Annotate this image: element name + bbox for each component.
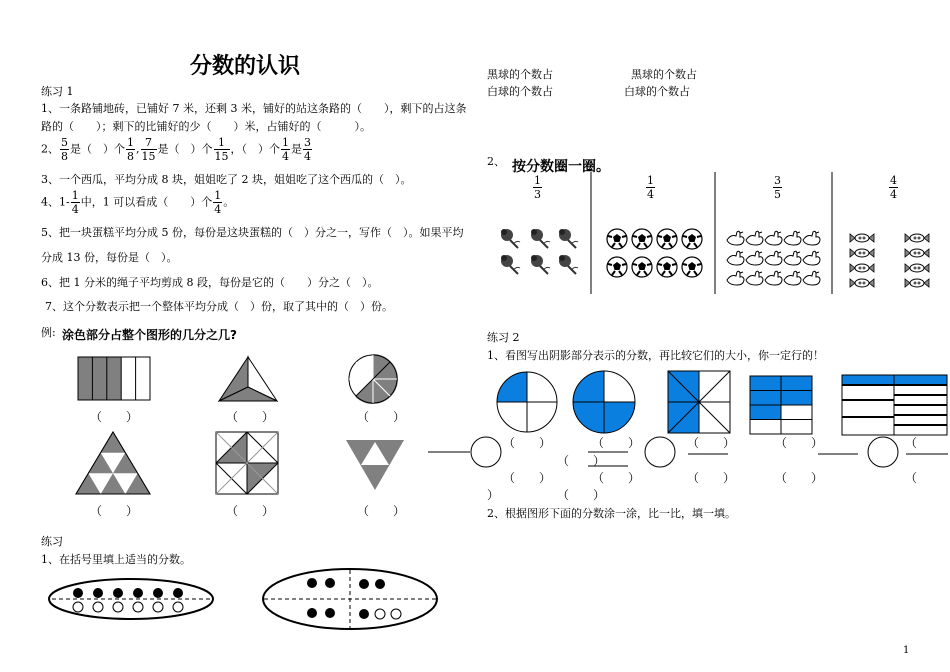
section-label-2: 练习 2	[487, 331, 520, 344]
question-5-line-1: 5、把一块蛋糕平均分成 5 份，每份是这块蛋糕的（ ）分之一，写作（ ）。如果平均	[41, 226, 464, 239]
question-3: 3、一个西瓜，平均分成 8 块，姐姐吃了 2 块，姐姐吃了这个西瓜的（ ）。	[41, 173, 412, 186]
answer-blank-close[interactable]: ）	[487, 488, 500, 502]
square-eighths-shaded	[668, 371, 730, 433]
fraction-3-5: $\frac{3}{5}$	[774, 174, 781, 201]
fraction-4-4: $\frac{4}{4}$	[890, 174, 897, 201]
square-triangles-figure	[216, 432, 278, 494]
black-balls-label-1: 黑球的个数占	[487, 68, 553, 81]
q2-text: 是（ ）个	[157, 142, 213, 156]
triangle-ninths-figure	[76, 432, 150, 494]
answer-blank[interactable]: （ ）	[90, 504, 139, 518]
circle-by-fraction-title: 按分数圈一圈。	[512, 159, 610, 175]
rectangle-fifths-figure	[78, 357, 150, 401]
table-rectangle-shaded	[842, 375, 947, 435]
flower-icon-group	[498, 226, 584, 276]
answer-blank[interactable]: （ ）	[557, 488, 606, 502]
circle-three-quarters-shaded	[572, 370, 636, 434]
answer-blank-open[interactable]: （	[905, 436, 918, 450]
circle-quarters-shaded	[496, 371, 558, 433]
answer-blank[interactable]: （ ）	[357, 504, 406, 518]
fraction: $\frac{1}{15}$	[214, 136, 229, 163]
section-2-question-1: 1、看图写出阴影部分表示的分数，再比较它们的大小，你一定行的！	[487, 349, 824, 362]
fraction: $\frac{1}{8}$	[127, 136, 134, 163]
fraction: $\frac{1}{4}$	[71, 189, 79, 216]
question-2-number: 2、	[41, 142, 59, 156]
answer-blank[interactable]: （ ）	[503, 471, 552, 485]
q2-comma: ,	[136, 142, 140, 156]
inverted-triangle-figure	[346, 440, 404, 490]
fraction-1-3: $\frac{1}{3}$	[534, 174, 541, 201]
q4-text: 4、1-	[41, 195, 70, 209]
q4-text: 中，1 可以看成（ ）个	[80, 195, 213, 209]
section-2-question-2: 2、根据图形下面的分数涂一涂，比一比，填一填。	[487, 507, 736, 520]
question-5-line-2: 分成 13 份，每份是（ ）。	[41, 251, 178, 264]
question-4	[41, 189, 234, 216]
answer-blank[interactable]: （ ）	[687, 471, 736, 485]
answer-blank-open[interactable]: （	[905, 471, 918, 485]
fraction: $\frac{1}{4}$	[214, 189, 222, 216]
ball-ellipse-2	[262, 568, 438, 630]
fraction: $\frac{1}{4}$	[282, 136, 289, 163]
answer-blank[interactable]: （ ）	[226, 410, 275, 424]
section-3-question-1: 1、在括号里填上适当的分数。	[41, 553, 191, 566]
page-title: 分数的认识	[190, 54, 301, 79]
answer-blank[interactable]: （ ）	[775, 436, 824, 450]
answer-blank[interactable]: （ ）	[775, 471, 824, 485]
section-label-3: 练习	[41, 535, 63, 548]
q2-text: ，（ ）个	[230, 142, 280, 156]
q4-text: 。	[223, 195, 235, 209]
divider	[714, 172, 716, 294]
white-balls-label-2: 白球的个数占	[624, 85, 690, 98]
example-label: 例:	[41, 326, 56, 339]
black-balls-label-2: 黑球的个数占	[631, 68, 697, 81]
answer-blank[interactable]: （ ）	[90, 410, 139, 424]
q2-text: 是	[291, 142, 302, 156]
question-1-line-2: 路的（ ）；剩下的比铺好的少（ ）米，占铺好的（ ）。	[41, 120, 371, 133]
white-balls-label-1: 白球的个数占	[487, 85, 553, 98]
fraction-1-4: $\frac{1}{4}$	[647, 174, 654, 201]
divider	[831, 172, 833, 294]
circle-eighths-figure	[348, 354, 398, 404]
question-1-line-1: 1、一条路铺地砖，已铺好 7 米，还剩 3 米，铺好的站这条路的（ ），剩下的占这条	[41, 102, 467, 115]
fraction: $\frac{7}{15}$	[141, 136, 156, 163]
q2-text: 是（ ）个	[70, 142, 125, 156]
duck-icon-group	[726, 228, 822, 290]
soccer-ball-icon-group	[606, 228, 708, 280]
question-7: 7、这个分数表示把一个整体平均分成（ ）份，取了其中的（ ）份。	[45, 300, 393, 313]
answer-blank[interactable]: （ ）	[503, 436, 552, 450]
example-text: 涂色部分占整个图形的几分之几?	[62, 328, 237, 342]
fraction: $\frac{5}{8}$	[61, 136, 68, 163]
answer-blank[interactable]: （ ）	[687, 436, 736, 450]
answer-blank[interactable]: （ ）	[592, 436, 641, 450]
divider	[590, 172, 592, 294]
fraction: $\frac{3}{4}$	[304, 136, 311, 163]
ball-ellipse-1	[48, 578, 214, 620]
grid-rectangle-shaded	[750, 376, 812, 434]
candy-icon-group	[850, 232, 940, 292]
question-2	[41, 136, 313, 163]
answer-blank[interactable]: （ ）	[226, 504, 275, 518]
answer-blank[interactable]: （ ）	[357, 410, 406, 424]
section-label-1: 练习 1	[41, 85, 74, 98]
question-6: 6、把 1 分米的绳子平均剪成 8 段，每份是它的（ ）分之（ ）。	[41, 276, 379, 289]
question-2-number-right: 2、	[487, 155, 505, 168]
triangle-thirds-figure	[219, 357, 277, 403]
page-number: 1	[903, 645, 910, 656]
answer-blank[interactable]: （ ）	[557, 454, 606, 468]
answer-blank[interactable]: （ ）	[592, 471, 641, 485]
